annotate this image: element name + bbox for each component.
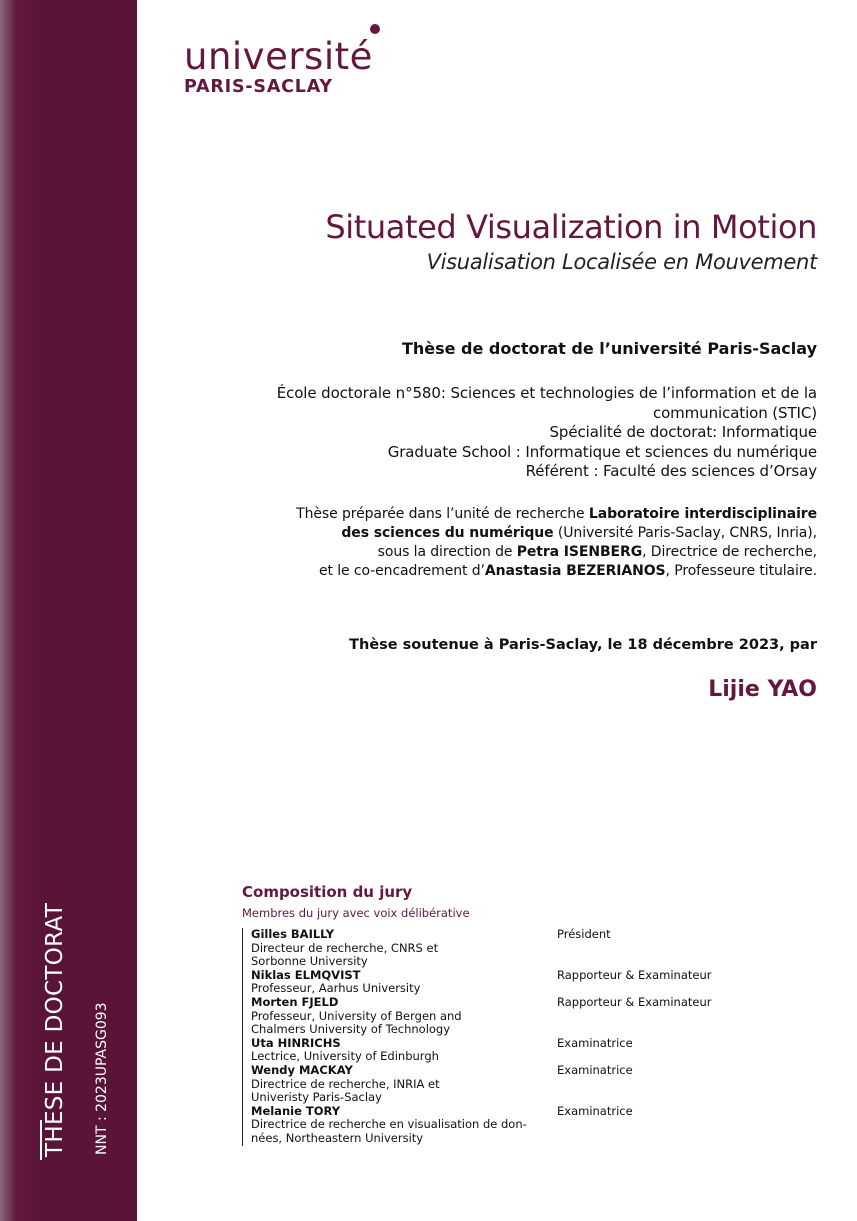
- ecole-line1: École doctorale n°580: Sciences et technologies de l’information et de la: [276, 384, 817, 402]
- member-name: Wendy MACKAY: [251, 1062, 353, 1077]
- member-affiliation: Directeur de recherche, CNRS et: [251, 940, 439, 955]
- member-role: Examinatrice: [557, 1035, 633, 1050]
- ecole-line2: communication (STIC): [652, 403, 817, 422]
- jury-subtitle: Membres du jury avec voix délibérative: [242, 906, 470, 920]
- jury-member: [251, 1037, 802, 1064]
- sidebar-band: [0, 0, 137, 1221]
- jury-member: [251, 1064, 802, 1105]
- prep-text: Thèse préparée dans l’unité de recherche: [296, 506, 589, 522]
- jury-title: Composition du jury: [242, 883, 413, 901]
- member-affiliation: Chalmers University of Technology: [251, 1022, 451, 1037]
- member-affiliation: Lectrice, University of Edinburgh: [251, 1049, 439, 1064]
- title-english: Situated Visualization in Motion: [325, 208, 817, 246]
- member-role: Examinatrice: [557, 1103, 633, 1118]
- co-director-name: Anastasia BEZERIANOS: [484, 563, 666, 579]
- member-affiliation: Directrice de recherche, INRIA et: [251, 1076, 440, 1091]
- university-logo: [184, 35, 373, 97]
- member-name: Niklas ELMQVIST: [251, 967, 361, 982]
- director-name: Petra ISENBERG: [516, 544, 643, 560]
- jury-list: [242, 928, 802, 1146]
- referent: Référent : Faculté des sciences d’Orsay: [525, 462, 817, 480]
- jury-member: [251, 928, 802, 969]
- sidebar-title: THESE DE DOCTORAT: [42, 902, 68, 1157]
- member-role: Président: [557, 927, 611, 941]
- doctoral-school-block: [277, 384, 817, 482]
- prep-text: , Directrice de recherche,: [642, 544, 817, 560]
- author-name: Lijie YAO: [708, 677, 817, 702]
- prep-text: (Université Paris-Saclay, CNRS, Inria),: [553, 525, 817, 541]
- defense-line: Thèse soutenue à Paris-Saclay, le 18 décembre 2023, par: [349, 637, 817, 653]
- prep-text: et le co-encadrement d’: [318, 563, 485, 579]
- thesis-type: Thèse de doctorat de l’université Paris-Saclay: [401, 339, 817, 358]
- jury-member: [251, 1105, 802, 1146]
- member-name: Melanie TORY: [251, 1103, 341, 1118]
- jury-member: [251, 996, 802, 1037]
- sidebar-nnt: NNT : 2023UPASG093: [94, 1002, 110, 1155]
- member-role: Examinatrice: [557, 1062, 633, 1077]
- member-role: Rapporteur & Examinateur: [557, 994, 712, 1009]
- prep-text: sous la direction de: [377, 544, 517, 560]
- member-affiliation: Professeur, Aarhus University: [251, 981, 421, 996]
- member-affiliation: Sorbonne University: [251, 954, 368, 969]
- lab-name-cont: des sciences du numérique: [341, 525, 554, 541]
- preparation-block: [296, 505, 817, 581]
- member-affiliation: nées, Northeastern University: [251, 1130, 424, 1145]
- logo-dot: [370, 24, 380, 34]
- title-french: Visualisation Localisée en Mouvement: [426, 250, 817, 274]
- graduate-school: Graduate School : Informatique et sciences du numérique: [387, 442, 817, 461]
- member-role: Rapporteur & Examinateur: [557, 967, 712, 982]
- member-affiliation: Professeur, University of Bergen and: [251, 1008, 462, 1023]
- member-name: Gilles BAILLY: [251, 927, 335, 941]
- prep-text: , Professeure titulaire.: [665, 563, 817, 579]
- logo-line2: PARIS-SACLAY: [184, 77, 333, 97]
- member-name: Uta HINRICHS: [251, 1035, 341, 1050]
- member-affiliation: Directrice de recherche en visualisation de don-: [251, 1117, 527, 1132]
- logo-line1: université: [184, 35, 373, 78]
- lab-name: Laboratoire interdisciplinaire: [588, 506, 817, 522]
- specialite: Spécialité de doctorat: Informatique: [549, 423, 817, 441]
- jury-member: [251, 969, 802, 996]
- member-affiliation: Univeristy Paris-Saclay: [251, 1090, 382, 1105]
- member-name: Morten FJELD: [251, 994, 339, 1009]
